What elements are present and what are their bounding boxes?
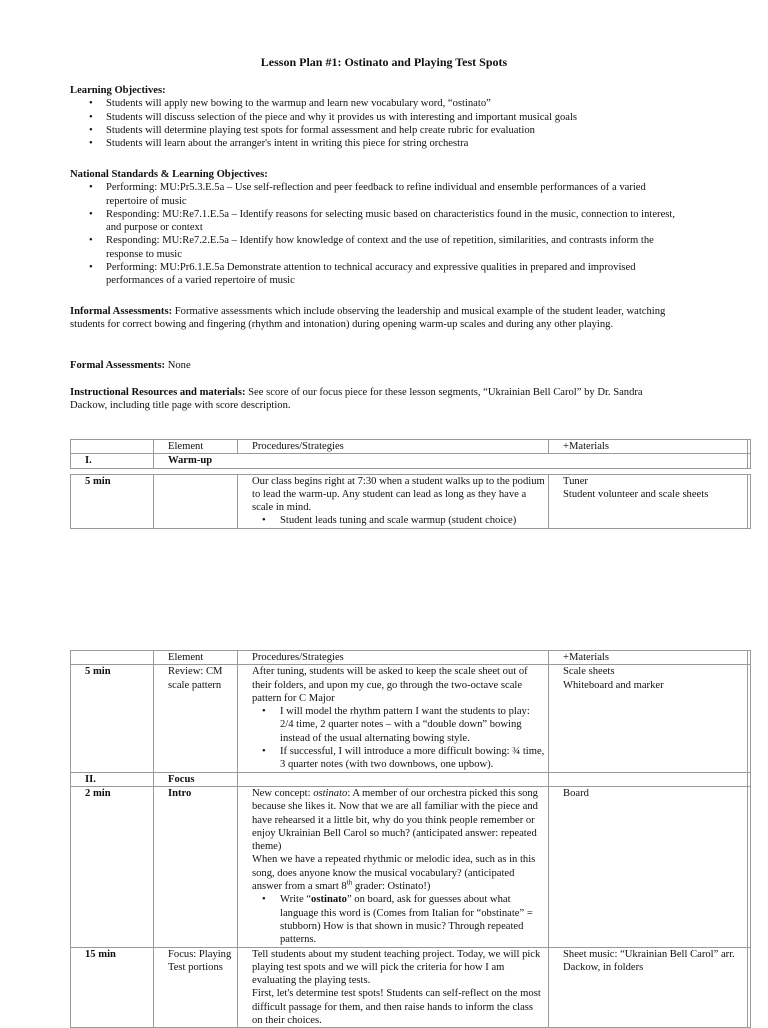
empty-cell xyxy=(238,772,549,786)
material-item: Scale sheets xyxy=(563,666,615,678)
text-run: ” on board, ask for guesses about what language this word is (Comes from Italian for “obstinate” = stubborn) How is that shown in music? Through repeated patterns. xyxy=(280,894,533,946)
lesson-table-warmup xyxy=(70,439,751,529)
learning-objectives-list xyxy=(70,97,680,150)
procedures-cell xyxy=(238,665,549,772)
procedure-bullet: • If successful, I will introduce a more difficult bowing: ¾ time, 3 quarter notes (with two downbows, one upbow). xyxy=(252,745,545,772)
table-row xyxy=(71,454,751,468)
section-number-cell xyxy=(71,454,154,468)
informal-assessments-paragraph xyxy=(70,305,682,332)
text-run: Write “ xyxy=(280,894,312,906)
time-cell: 5 min xyxy=(71,665,154,772)
procedure-text: Our class begins right at 7:30 when a student walks up to the podium to lead the warm-up. Any student can lead as long as they have a scale in mind. xyxy=(252,475,545,514)
section-name-cell xyxy=(154,454,748,468)
procedures-cell xyxy=(238,947,549,1028)
list-item: • Students will discuss selection of the piece and why it provides us with interesting and important musical goals xyxy=(70,111,680,124)
table-row xyxy=(71,772,751,786)
time-cell: 2 min xyxy=(71,786,154,947)
materials-cell xyxy=(549,474,748,528)
element-cell: Intro xyxy=(154,786,238,947)
learning-objectives-section xyxy=(70,84,680,150)
list-item: • Performing: MU:Pr6.1.E.5a Demonstrate attention to technical accuracy and expressive qualities in prepared and improvised performances of a varied repertoire of music xyxy=(70,261,680,288)
text-run: New concept: xyxy=(252,787,314,799)
national-standards-list xyxy=(70,181,680,287)
table-edge-cell xyxy=(748,440,751,454)
table-row xyxy=(71,947,751,1028)
resources-paragraph xyxy=(70,386,680,413)
procedures-cell xyxy=(238,786,549,947)
header-element-cell: Element xyxy=(154,440,238,454)
text-run: When we have a repeated rhythmic or melodic idea, such as in this song, does anyone know the musical vocabulary? (anticipated answer from a smart 8 xyxy=(252,854,536,893)
material-item: Whiteboard and marker xyxy=(563,679,664,691)
section-name-cell: Focus xyxy=(154,772,238,786)
materials-cell: Sheet music: “Ukrainian Bell Carol” arr. Dackow, in folders xyxy=(549,947,748,1028)
informal-assessments-text: Formative assessments which include observing the leadership and musical example of the student leader, watching students for correct bowing and fingering (rhythm and intonation) during opening warm-up scales and during any other playing. xyxy=(70,306,666,331)
header-procedures-cell: Procedures/Strategies xyxy=(238,651,549,665)
element-cell: Focus: Playing Test portions xyxy=(154,947,238,1028)
procedure-text: After tuning, students will be asked to keep the scale sheet out of their folders, and upon my cue, go through the two-octave scale pattern for C Major xyxy=(252,666,528,704)
national-standards-heading: National Standards & Learning Objectives: xyxy=(70,169,268,180)
table-edge-cell xyxy=(748,786,751,947)
time-cell: 5 min xyxy=(71,474,154,528)
bold-term: ostinato xyxy=(311,894,347,906)
table-edge-cell xyxy=(748,651,751,665)
learning-objectives-heading: Learning Objectives: xyxy=(70,85,166,96)
text-run: grader: Ostinato!) xyxy=(352,881,431,893)
table-edge-cell xyxy=(748,454,751,468)
document-title: Lesson Plan #1: Ostinato and Playing Test Spots xyxy=(260,55,508,69)
resources-text: See score of our focus piece for these lesson segments, “Ukrainian Bell Carol” by Dr. Sandra Dackow, including title page with score description. xyxy=(70,387,643,412)
lesson-table-focus xyxy=(70,650,751,1028)
time-cell: 15 min xyxy=(71,947,154,1028)
text-run: : A member of our orchestra picked this song because she likes it. Now that we are all familiar with the piece and have rehearsed it a little bit, why do you think people remember or enjoy Ukrainian Bell Carol so much? (anticipated answer: repeated theme) xyxy=(252,787,538,853)
table-edge-cell xyxy=(748,772,751,786)
section-number: I. xyxy=(85,455,92,467)
formal-assessments-paragraph xyxy=(70,359,680,372)
procedure-text xyxy=(252,787,545,853)
table-row xyxy=(71,474,751,528)
national-standards-section xyxy=(70,168,680,288)
italic-term: ostinato xyxy=(313,787,348,799)
list-item: • Responding: MU:Re7.1.E.5a – Identify reasons for selecting music based on characteristics found in the music, connection to interest, and purpose or context xyxy=(70,208,680,235)
list-item: • Responding: MU:Re7.2.E.5a – Identify how knowledge of context and the use of repetition, similarities, and contrasts inform the response to music xyxy=(70,234,680,261)
procedure-bullet: • I will model the rhythm pattern I want the students to play: 2/4 time, 2 quarter notes – with a “double down” bowing instead of the usual alternating bowing style. xyxy=(252,705,545,745)
list-item: • Students will determine playing test spots for formal assessment and help create rubric for evaluation xyxy=(70,124,680,137)
informal-assessments-label: Informal Assessments: xyxy=(70,306,173,317)
table-edge-cell xyxy=(748,947,751,1028)
header-materials-cell: +Materials xyxy=(549,651,748,665)
section-name: Warm-up xyxy=(168,455,213,467)
list-item: • Students will learn about the arranger's intent in writing this piece for string orchestra xyxy=(70,137,680,150)
table-edge-cell xyxy=(748,474,751,528)
table-row xyxy=(71,665,751,772)
procedure-text xyxy=(252,853,545,893)
list-item: • Performing: MU:Pr5.3.E.5a – Use self-reflection and peer feedback to refine individual and ensemble performances of a varied repertoire of music xyxy=(70,181,680,208)
element-cell: Review: CM scale pattern xyxy=(154,665,238,772)
list-item: • Students will apply new bowing to the warmup and learn new vocabulary word, “ostinato” xyxy=(70,97,680,110)
resources-label: Instructional Resources and materials: xyxy=(70,387,246,398)
element-cell xyxy=(154,474,238,528)
procedure-text: Tell students about my student teaching project. Today, we will pick playing test spots and we will pick the criteria for how I am evaluating the playing tests. xyxy=(252,948,541,987)
table-edge-cell xyxy=(748,665,751,772)
header-time-cell xyxy=(71,440,154,454)
table-row xyxy=(71,786,751,947)
header-time-cell xyxy=(71,651,154,665)
procedure-bullet xyxy=(252,893,545,946)
material-item: Tuner xyxy=(563,475,588,487)
empty-cell xyxy=(549,772,748,786)
formal-assessments-label: Formal Assessments: xyxy=(70,360,166,371)
table-header-row xyxy=(71,651,751,665)
materials-cell xyxy=(549,665,748,772)
table-header-row xyxy=(71,440,751,454)
procedures-cell xyxy=(238,474,549,528)
header-materials-cell: +Materials xyxy=(549,440,748,454)
section-number-cell: II. xyxy=(71,772,154,786)
material-item: Student volunteer and scale sheets xyxy=(563,488,709,500)
superscript: th xyxy=(346,878,353,887)
procedure-bullet: • Student leads tuning and scale warmup (student choice) xyxy=(252,514,545,527)
header-element-cell: Element xyxy=(154,651,238,665)
formal-assessments-text: None xyxy=(165,360,191,371)
procedure-text: First, let's determine test spots! Students can self-reflect on the most difficult passage for them, and then raise hands to inform the class on their choices. xyxy=(252,988,541,1027)
header-procedures-cell: Procedures/Strategies xyxy=(238,440,549,454)
materials-cell: Board xyxy=(549,786,748,947)
